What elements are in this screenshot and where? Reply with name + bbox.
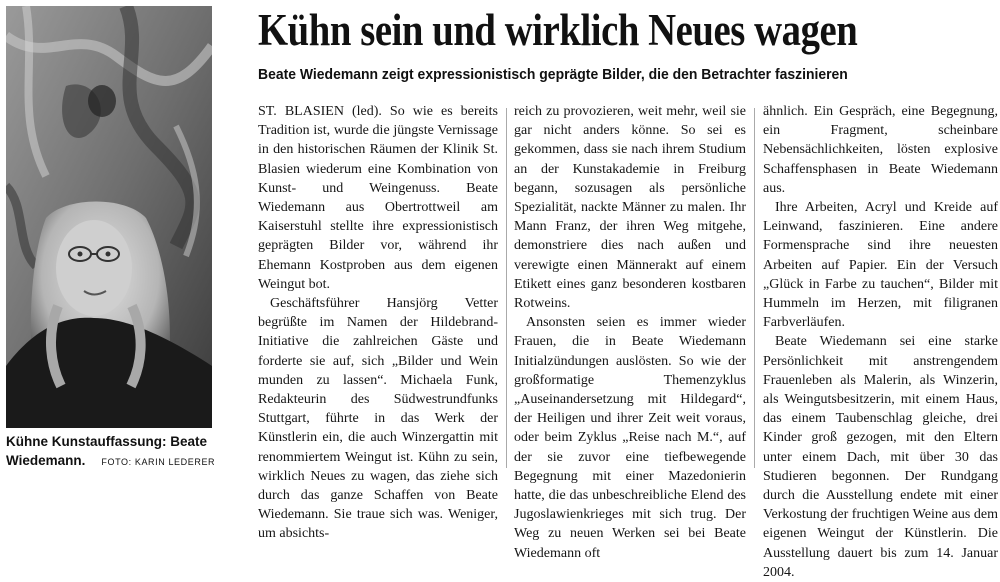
- article-column-2: [514, 102, 746, 563]
- article-subheadline: Beate Wiedemann zeigt expressionistisch geprägte Bilder, die den Betrachter faszinieren: [258, 66, 848, 83]
- paragraph: Ansonsten seien es immer wieder Frauen, die in Beate Wiedemann Initialzündungen auslösten. So wie der großformatige Themenzyklus „Auseinandersetzung mit Hildegard“, der Heiligen und ihrer Zeit weit voraus, oder beim Zyklus „Reise nach M.“, auf der sie zuvor eine tiefbewegende Begegnung mit einer Mazedonierin hatte, die das unbeschreibliche Elend des Jugoslawienkrieges mit sich trug. Der Weg zu neuen Werken sei bei Beate Wiedemann oft: [514, 315, 746, 561]
- paragraph: Geschäftsführer Hansjörg Vetter begrüßte im Namen der Hildebrand-Initiative die zahlreichen Gäste und forderte sie auf, sich „Bilder und Wein munden zu lassen“. Michaela Funk, Redakteurin des Südwestrundfunks Stuttgart, führte in das Werk der Künstlerin ein, die auch Winzergattin mit renommiertem Weingut ist. Kühn zu sein, wirklich Neues zu wagen, das ziehe sich durch das ganze Schaffen von Beate Wiedemann. Sie traue sich was. Weniger, um absichts-: [258, 296, 498, 542]
- paragraph: Beate Wiedemann sei eine starke Persönlichkeit mit anstrengendem Frauenleben als Malerin, als Winzerin, als Weingutsbesitzerin, mit einem Haus, das einem Taubenschlag gleiche, drei Kinder groß gezogen, mit den Eltern unter einem Dach, mit über 30 das Studieren begonnen. Der Rundgang durch die Ausstellung endete mit einer Verkostung der fruchtigen Weine aus dem eigenen Weingut der Künstlerin. Die Ausstellung dauert bis zum 14. Januar 2004.: [763, 334, 998, 580]
- portrait-image: [6, 6, 212, 428]
- article-column-3: [763, 102, 998, 582]
- photo-credit: FOTO: KARIN LEDERER: [101, 457, 216, 467]
- caption-line-1: [6, 432, 234, 451]
- paragraph: reich zu provozieren, weit mehr, weil sie gar nicht anders könne. So sei es gekommen, dass sie nach ihrem Studium an der Kunstakademie in Freiburg begann, sozusagen als persönliche Spezialität, nackte Männer zu malen. Ihr Mann Franz, der ihren Weg mitgehe, demonstriere dies nach außen und verewigte einen Männerakt auf einem Etikett eines ganz besonderen kostbaren Rotweins.: [514, 104, 746, 312]
- column-divider: [754, 108, 755, 468]
- paragraph: Ihre Arbeiten, Acryl und Kreide auf Leinwand, faszinieren. Eine andere Formensprache sind ihre neuesten Arbeiten auf Papier. Ein der Versuch „Glück in Farbe zu tauchen“, Bilder mit Hummeln im Herzen, mit filigranen Farbverläufen.: [763, 200, 998, 331]
- article-headline: Kühn sein und wirklich Neues wagen: [258, 5, 858, 55]
- article-photo: [6, 6, 212, 428]
- column-divider: [506, 108, 507, 468]
- photo-caption: [6, 432, 236, 472]
- caption-line-2: [6, 451, 236, 472]
- article-column-1: [258, 102, 498, 544]
- caption-name: Wiedemann.: [6, 453, 86, 468]
- caption-text: Kühne Kunstauffassung: Beate: [6, 434, 208, 449]
- paragraph: ähnlich. Ein Gespräch, eine Begegnung, ein Fragment, scheinbare Nebensächlichkeiten, lösten explosive Schaffensphasen in Beate Wiedemann aus.: [763, 104, 998, 196]
- paragraph: ST. BLASIEN (led). So wie es bereits Tradition ist, wurde die jüngste Vernissage in den historischen Räumen der Klinik St. Blasien wiederum eine Kombination von Kunst- und Weingenuss. Beate Wiedemann aus Obertrottweil am Kaiserstuhl stellte ihre expressionistisch geprägten Bilder vor, während ihr Ehemann Kostproben aus dem eigenen Weingut bot.: [258, 104, 498, 292]
